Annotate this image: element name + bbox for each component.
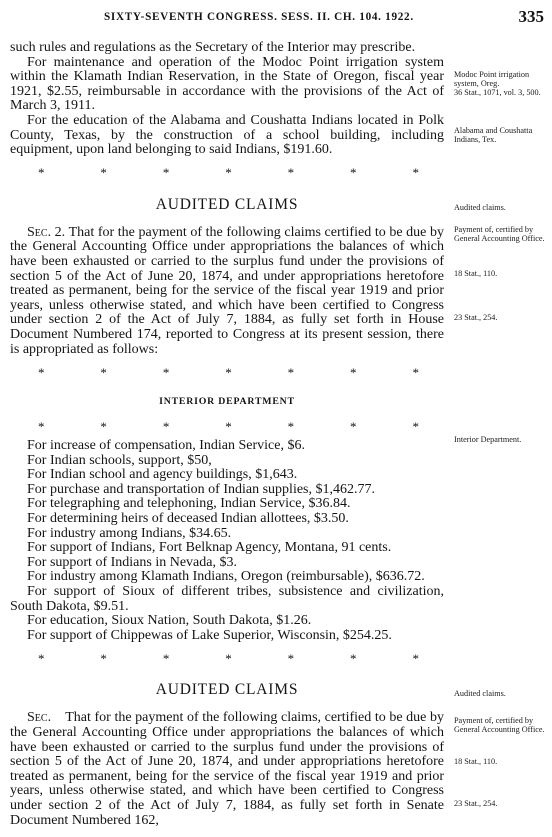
page-header <box>0 7 552 29</box>
section-2-paragraph <box>10 226 444 357</box>
appropriation-item: For support of Indians in Nevada, $3. <box>27 554 237 570</box>
margin-note-payment: Payment of, certified by General Accounting Office. <box>454 225 545 243</box>
margin-note-citation: 36 Stat., 1071, vol. 3, 500. <box>454 88 541 97</box>
section-label: Sec. 2. <box>27 224 66 240</box>
paragraph-modoc-point: For maintenance and operation of the Modoc Point irrigation system within the Klamath Indian Reservation, in the State of Oregon, fiscal year 1921, $2.55, reimbursable in accordance with the provisions of the Act of March 3, 1911. <box>10 54 444 114</box>
appropriation-item: For purchase and transportation of Indian supplies, $1,462.77. <box>27 481 375 497</box>
margin-note-alabama: Alabama and Coushatta Indians, Tex. <box>454 126 533 144</box>
margin-note-modoc: Modoc Point irrigation system, Oreg. <box>454 70 530 88</box>
margin-note-citation: 23 Stat., 254. <box>454 313 498 322</box>
appropriation-item: For education, Sioux Nation, South Dakota, $1.26. <box>27 613 312 629</box>
appropriation-item: For Indian schools, support, $50, <box>27 452 212 468</box>
section-heading-audited-claims: AUDITED CLAIMS <box>155 681 299 699</box>
subheading-interior-department: INTERIOR DEPARTMENT <box>159 396 295 408</box>
appropriation-item: For Indian school and agency buildings, $1,643. <box>27 467 298 483</box>
margin-note-citation: 18 Stat., 110. <box>454 269 498 278</box>
section-heading-audited-claims: AUDITED CLAIMS <box>155 195 299 213</box>
main-text-column <box>10 41 444 828</box>
page-number: 335 <box>518 7 544 26</box>
section-label: Sec. <box>27 710 52 726</box>
appropriation-item: For support of Sioux of different tribes, subsistence and civilization, South Dakota, $9.51. <box>10 584 444 614</box>
appropriation-item: For telegraphing and telephoning, Indian Service, $36.84. <box>27 496 351 512</box>
appropriation-item: For support of Indians, Fort Belknap Agency, Montana, 91 cents. <box>27 540 392 556</box>
appropriation-item: For determining heirs of deceased Indian allottees, $3.50. <box>27 511 349 527</box>
running-head: SIXTY-SEVENTH CONGRESS. SESS. II. CH. 104. 1922. <box>104 11 414 23</box>
appropriation-item: For support of Chippewas of Lake Superior, Wisconsin, $254.25. <box>27 627 392 643</box>
section-text: That for the payment of the following claims, certified to be due by the General Accounting Office under appropriations the balances of which have been exhausted or carried to the surplus fund under the provisions of section 5 of the Act of June 20, 1874, and under appropriations heretofore treated as permanent, being for the service of the fiscal year 1919 and prior years, unless otherwise stated, and which have been certified to Congress under section 2 of the Act of July 7, 1884, as fully set forth in Senate Document Numbered 162, <box>10 710 444 828</box>
margin-note-payment: Payment of, certified by General Accounting Office. <box>454 716 545 734</box>
appropriation-item: For increase of compensation, Indian Service, $6. <box>27 438 305 454</box>
paragraph-alabama-coushatta: For the education of the Alabama and Coushatta Indians located in Polk County, Texas, by the construction of a school building, including equipment, upon land belonging to said Indians, $191.60. <box>10 112 444 158</box>
appropriation-item: For industry among Klamath Indians, Oregon (reimbursable), $636.72. <box>27 569 425 585</box>
margin-note-citation: 18 Stat., 110. <box>454 757 498 766</box>
ellipsis-stars: * * * * * * * <box>38 165 419 181</box>
margin-note-audited-claims: Audited claims. <box>454 203 506 212</box>
margin-note-citation: 23 Stat., 254. <box>454 799 498 808</box>
ellipsis-stars: * * * * * * * <box>38 651 419 667</box>
ellipsis-stars: * * * * * * * <box>38 418 419 434</box>
section-text: That for the payment of the following claims certified to be due by the General Accounting Office under appropriations the balances of which have been exhausted or carried to the surplus fund under the provisions of section 5 of the Act of June 20, 1874, and under appropriations heretofore treated as permanent, being for the service of the fiscal year 1919 and prior years, unless otherwise stated, and which have been certified to Congress under section 2 of the Act of July 7, 1884, as fully set forth in House Document Numbered 174, reported to Congress at its present session, there is appropriated as follows: <box>10 224 444 357</box>
margin-note-audited-claims: Audited claims. <box>454 689 506 698</box>
paragraph-continuation: such rules and regulations as the Secretary of the Interior may prescribe. <box>10 40 416 55</box>
ellipsis-stars: * * * * * * * <box>38 364 419 380</box>
appropriation-item: For industry among Indians, $34.65. <box>27 525 232 541</box>
margin-note-interior-department: Interior Department. <box>454 435 522 444</box>
section-paragraph <box>10 711 444 828</box>
